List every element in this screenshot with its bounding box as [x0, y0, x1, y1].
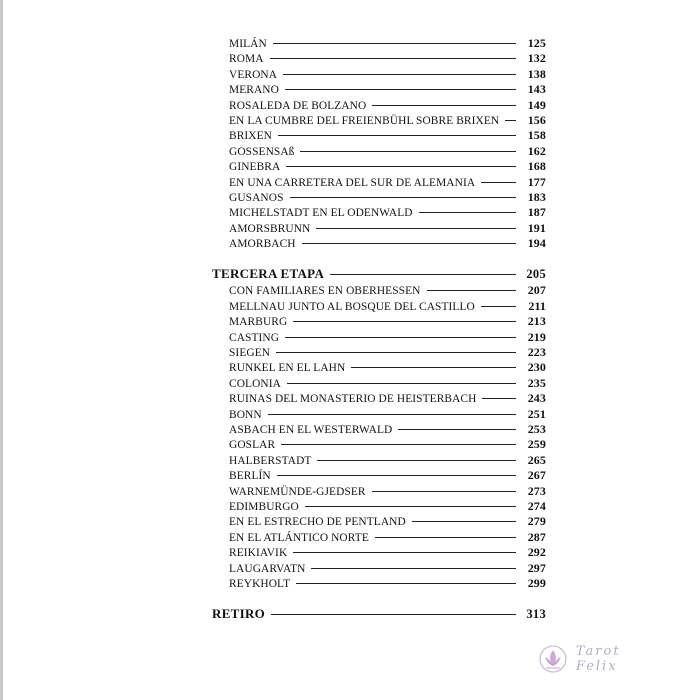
entry-page-number: 292 — [527, 545, 546, 560]
toc-entry[interactable] — [212, 113, 546, 128]
spacer — [212, 591, 546, 605]
dot-leader — [375, 537, 516, 538]
toc-entry[interactable] — [212, 175, 546, 190]
entry-page-number: 191 — [527, 220, 546, 235]
toc-entry[interactable] — [212, 345, 546, 360]
entry-title: SIEGEN — [229, 347, 271, 360]
toc-entry[interactable] — [212, 205, 546, 220]
entry-title: COLONIA — [229, 377, 281, 390]
toc-entry[interactable] — [212, 499, 546, 514]
dot-leader — [285, 89, 516, 90]
dot-leader — [481, 306, 516, 307]
entry-title: BONN — [229, 408, 262, 421]
dot-leader — [419, 212, 516, 213]
toc-entry[interactable] — [212, 376, 546, 391]
entry-page-number: 125 — [527, 36, 546, 50]
entry-page-number: 143 — [527, 82, 546, 97]
toc-entry[interactable] — [212, 144, 546, 159]
entry-page-number: 267 — [527, 468, 546, 483]
entry-page-number: 183 — [527, 189, 546, 204]
section-heading-retiro[interactable] — [212, 605, 546, 623]
dot-leader — [293, 552, 516, 553]
entry-page-number: 251 — [527, 406, 546, 421]
dot-leader — [287, 383, 516, 384]
entry-title: AMORSBRUNN — [229, 222, 311, 235]
toc-entry[interactable] — [212, 422, 546, 437]
entry-title: BRIXEN — [229, 130, 272, 143]
dot-leader — [271, 614, 516, 615]
entry-title: HALBERSTADT — [229, 454, 312, 467]
dot-leader — [316, 228, 516, 229]
entry-title: REYKHOLT — [229, 577, 291, 590]
dot-leader — [482, 398, 516, 399]
dot-leader — [412, 521, 516, 522]
toc-entry[interactable] — [212, 484, 546, 499]
entry-page-number: 177 — [527, 174, 546, 189]
entry-page-number: 158 — [527, 128, 546, 143]
toc-entry[interactable] — [212, 407, 546, 422]
toc-entry[interactable] — [212, 190, 546, 205]
dot-leader — [372, 105, 516, 106]
entry-title: REIKIAVIK — [229, 547, 288, 560]
entry-page-number: 253 — [527, 421, 546, 436]
toc-entry[interactable] — [212, 545, 546, 560]
entry-title: WARNEMÜNDE-GJEDSER — [229, 485, 366, 498]
dot-leader — [300, 151, 516, 152]
dot-leader — [268, 414, 516, 415]
entry-page-number: 265 — [527, 452, 546, 467]
entry-title: MICHELSTADT EN EL ODENWALD — [229, 207, 413, 220]
entry-title: EN EL ESTRECHO DE PENTLAND — [229, 516, 406, 529]
entry-page-number: 156 — [527, 112, 546, 127]
entry-title: ROSALEDA DE BOLZANO — [229, 99, 367, 112]
toc-entry[interactable] — [212, 453, 546, 468]
entry-title: CASTING — [229, 331, 280, 344]
toc-entry[interactable] — [212, 314, 546, 329]
dot-leader — [296, 583, 516, 584]
watermark — [538, 641, 668, 677]
tercera-etapa-entries — [212, 283, 546, 591]
dot-leader — [278, 135, 516, 136]
entry-page-number: 194 — [527, 236, 546, 251]
entry-title: GOSSENSAß — [229, 145, 295, 158]
toc-entry[interactable] — [212, 51, 546, 66]
entry-title: CON FAMILIARES EN OBERHESSEN — [229, 285, 421, 298]
dot-leader — [398, 429, 516, 430]
dot-leader — [305, 506, 516, 507]
entry-title: ROMA — [229, 53, 264, 66]
entry-title: MARBURG — [229, 316, 288, 329]
entry-title: EDIMBURGO — [229, 500, 299, 513]
entry-title: GOSLAR — [229, 439, 276, 452]
toc-entry[interactable] — [212, 561, 546, 576]
dot-leader — [317, 460, 516, 461]
toc-entry[interactable] — [212, 299, 546, 314]
toc-entry[interactable] — [212, 391, 546, 406]
entry-title: GINEBRA — [229, 161, 281, 174]
lotus-logo-icon — [538, 644, 568, 674]
toc-entry[interactable] — [212, 283, 546, 298]
dot-leader — [270, 58, 516, 59]
entry-page-number: 149 — [527, 97, 546, 112]
section-title: TERCERA ETAPA — [212, 266, 325, 282]
section-page-number: 313 — [526, 607, 546, 622]
entry-page-number: 299 — [527, 575, 546, 590]
entry-page-number: 219 — [527, 329, 546, 344]
dot-leader — [302, 243, 516, 244]
dot-leader — [427, 290, 517, 291]
dot-leader — [293, 321, 516, 322]
entry-title: GUSANOS — [229, 191, 284, 204]
entry-page-number: 138 — [527, 66, 546, 81]
entry-page-number: 168 — [527, 159, 546, 174]
dot-leader — [273, 43, 516, 44]
entry-title: ASBACH EN EL WESTERWALD — [229, 423, 393, 436]
section-title: RETIRO — [212, 606, 266, 622]
toc-entry[interactable] — [212, 514, 546, 529]
toc-entry[interactable] — [212, 128, 546, 143]
dot-leader — [372, 491, 516, 492]
entry-page-number: 297 — [527, 560, 546, 575]
entry-page-number: 223 — [527, 345, 546, 360]
entry-page-number: 287 — [527, 529, 546, 544]
toc-entry[interactable] — [212, 159, 546, 174]
toc-entry[interactable] — [212, 98, 546, 113]
toc-entry[interactable] — [212, 236, 546, 251]
entry-title: MELLNAU JUNTO AL BOSQUE DEL CASTILLO — [229, 300, 475, 313]
entry-title: BERLÍN — [229, 470, 271, 483]
toc-entry[interactable] — [212, 576, 546, 591]
entry-page-number: 274 — [527, 498, 546, 513]
toc-entry[interactable] — [212, 468, 546, 483]
entry-page-number: 273 — [527, 483, 546, 498]
dot-leader — [281, 444, 516, 445]
entry-title: VERONA — [229, 68, 278, 81]
toc-entry[interactable] — [212, 67, 546, 82]
toc-entry[interactable] — [212, 36, 546, 51]
entry-page-number: 213 — [527, 314, 546, 329]
entry-title: AMORBACH — [229, 238, 296, 251]
dot-leader — [351, 367, 516, 368]
entry-page-number: 162 — [527, 143, 546, 158]
toc-entry[interactable] — [212, 360, 546, 375]
toc-entry[interactable] — [212, 82, 546, 97]
dot-leader — [290, 197, 517, 198]
dot-leader — [276, 352, 516, 353]
entry-title: RUINAS DEL MONASTERIO DE HEISTERBACH — [229, 393, 477, 406]
dot-leader — [330, 274, 516, 275]
toc-entry[interactable] — [212, 221, 546, 236]
entry-title: EN EL ATLÁNTICO NORTE — [229, 531, 369, 544]
dot-leader — [283, 74, 516, 75]
entry-page-number: 279 — [527, 514, 546, 529]
section-one-entries — [212, 36, 546, 251]
entry-page-number: 235 — [527, 375, 546, 390]
table-of-contents — [212, 36, 546, 623]
entry-title: MERANO — [229, 84, 279, 97]
spacer — [212, 251, 546, 265]
entry-title: RUNKEL EN EL LAHN — [229, 362, 346, 375]
dot-leader — [311, 568, 516, 569]
toc-entry[interactable] — [212, 530, 546, 545]
watermark-text: Tarot Felix — [575, 644, 621, 674]
entry-page-number: 132 — [527, 51, 546, 66]
entry-page-number: 259 — [527, 437, 546, 452]
entry-title: MILÁN — [229, 38, 267, 50]
dot-leader — [277, 475, 516, 476]
dot-leader — [505, 120, 516, 121]
section-page-number: 205 — [526, 267, 546, 282]
entry-page-number: 243 — [527, 391, 546, 406]
dot-leader — [481, 182, 516, 183]
page-edge — [0, 0, 3, 700]
entry-title: LAUGARVATN — [229, 562, 306, 575]
entry-page-number: 187 — [527, 205, 546, 220]
section-heading-tercera-etapa[interactable] — [212, 265, 546, 283]
entry-title: EN UNA CARRETERA DEL SUR DE ALEMANIA — [229, 176, 476, 189]
entry-page-number: 207 — [527, 283, 546, 298]
toc-entry[interactable] — [212, 437, 546, 452]
dot-leader — [286, 166, 516, 167]
entry-page-number: 230 — [527, 360, 546, 375]
entry-page-number: 211 — [528, 298, 546, 313]
entry-title: EN LA CUMBRE DEL FREIENBÜHL SOBRE BRIXEN — [229, 114, 500, 127]
toc-entry[interactable] — [212, 330, 546, 345]
dot-leader — [285, 337, 516, 338]
